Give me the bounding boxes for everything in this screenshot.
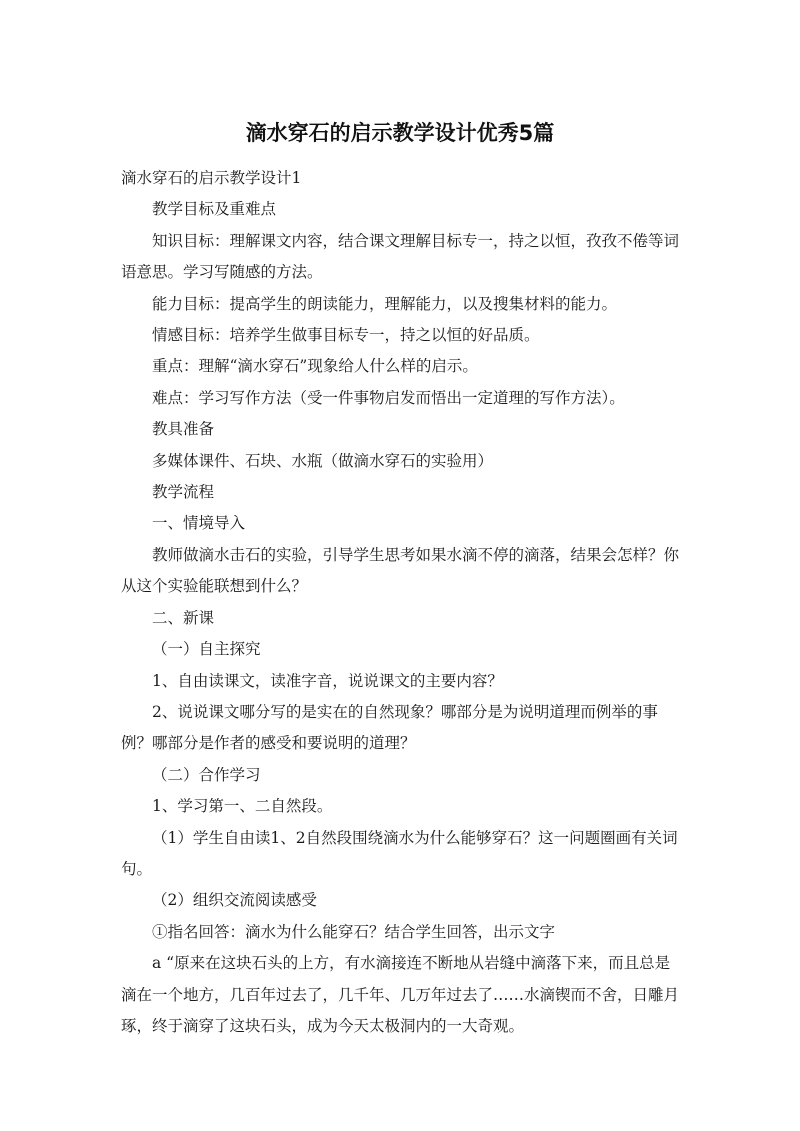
paragraph: 难点：学习写作方法（受一件事物启发而悟出一定道理的写作方法）。: [152, 388, 625, 407]
paragraph: 教具准备: [152, 420, 215, 439]
paragraph: 2、说说课文哪分写的是实在的自然现象？哪部分是为说明道理而例举的事例？哪部分是作者的感受和要说明的道理？: [121, 702, 658, 753]
paragraph: 教学流程: [152, 483, 215, 502]
paragraph: 情感目标：培养学生做事目标专一，持之以恒的好品质。: [152, 326, 540, 345]
paragraph: 多媒体课件、石块、水瓶（做滴水穿石的实验用）: [152, 451, 494, 470]
paragraph: （二）合作学习: [152, 765, 261, 784]
paragraph: 1、自由读课文，读准字音，说说课文的主要内容？: [152, 671, 503, 690]
paragraph: （一）自主探究: [152, 640, 261, 659]
paragraph: （1）学生自由读1、2自然段围绕滴水为什么能够穿石？这一问题圈画有关词句。: [121, 828, 678, 878]
paragraph: 1、学习第一、二自然段。: [152, 797, 333, 816]
paragraph: 教学目标及重难点: [152, 200, 277, 219]
document-body: [121, 163, 679, 1042]
document-title: 滴水穿石的启示教学设计优秀5篇: [245, 121, 555, 145]
section-heading: 滴水穿石的启示教学设计1: [121, 169, 302, 187]
paragraph: 一、情境导入: [152, 514, 246, 533]
paragraph: 知识目标：理解课文内容，结合课文理解目标专一，持之以恒，孜孜不倦等词语意思。学习写随感的方法。: [121, 231, 680, 282]
paragraph: a “原来在这块石头的上方，有水滴接连不断地从岩缝中滴落下来，而且总是滴在一个地方，几百年过去了，几千年、几万年过去了……水滴锲而不舍，日雕月琢，终于滴穿了这块石头，成为今天太极洞内的一大奇观。: [121, 954, 680, 1035]
paragraph: ①指名回答：滴水为什么能穿石？结合学生回答，出示文字: [152, 922, 556, 941]
paragraph: 能力目标：提高学生的朗读能力，理解能力，以及搜集材料的能力。: [152, 294, 618, 313]
paragraph: （2）组织交流阅读感受: [152, 891, 317, 910]
paragraph: 重点：理解“滴水穿石”现象给人什么样的启示。: [152, 357, 478, 376]
paragraph: 教师做滴水击石的实验，引导学生思考如果水滴不停的滴落，结果会怎样？你从这个实验能联想到什么？: [121, 545, 680, 596]
paragraph: 二、新课: [152, 608, 215, 627]
